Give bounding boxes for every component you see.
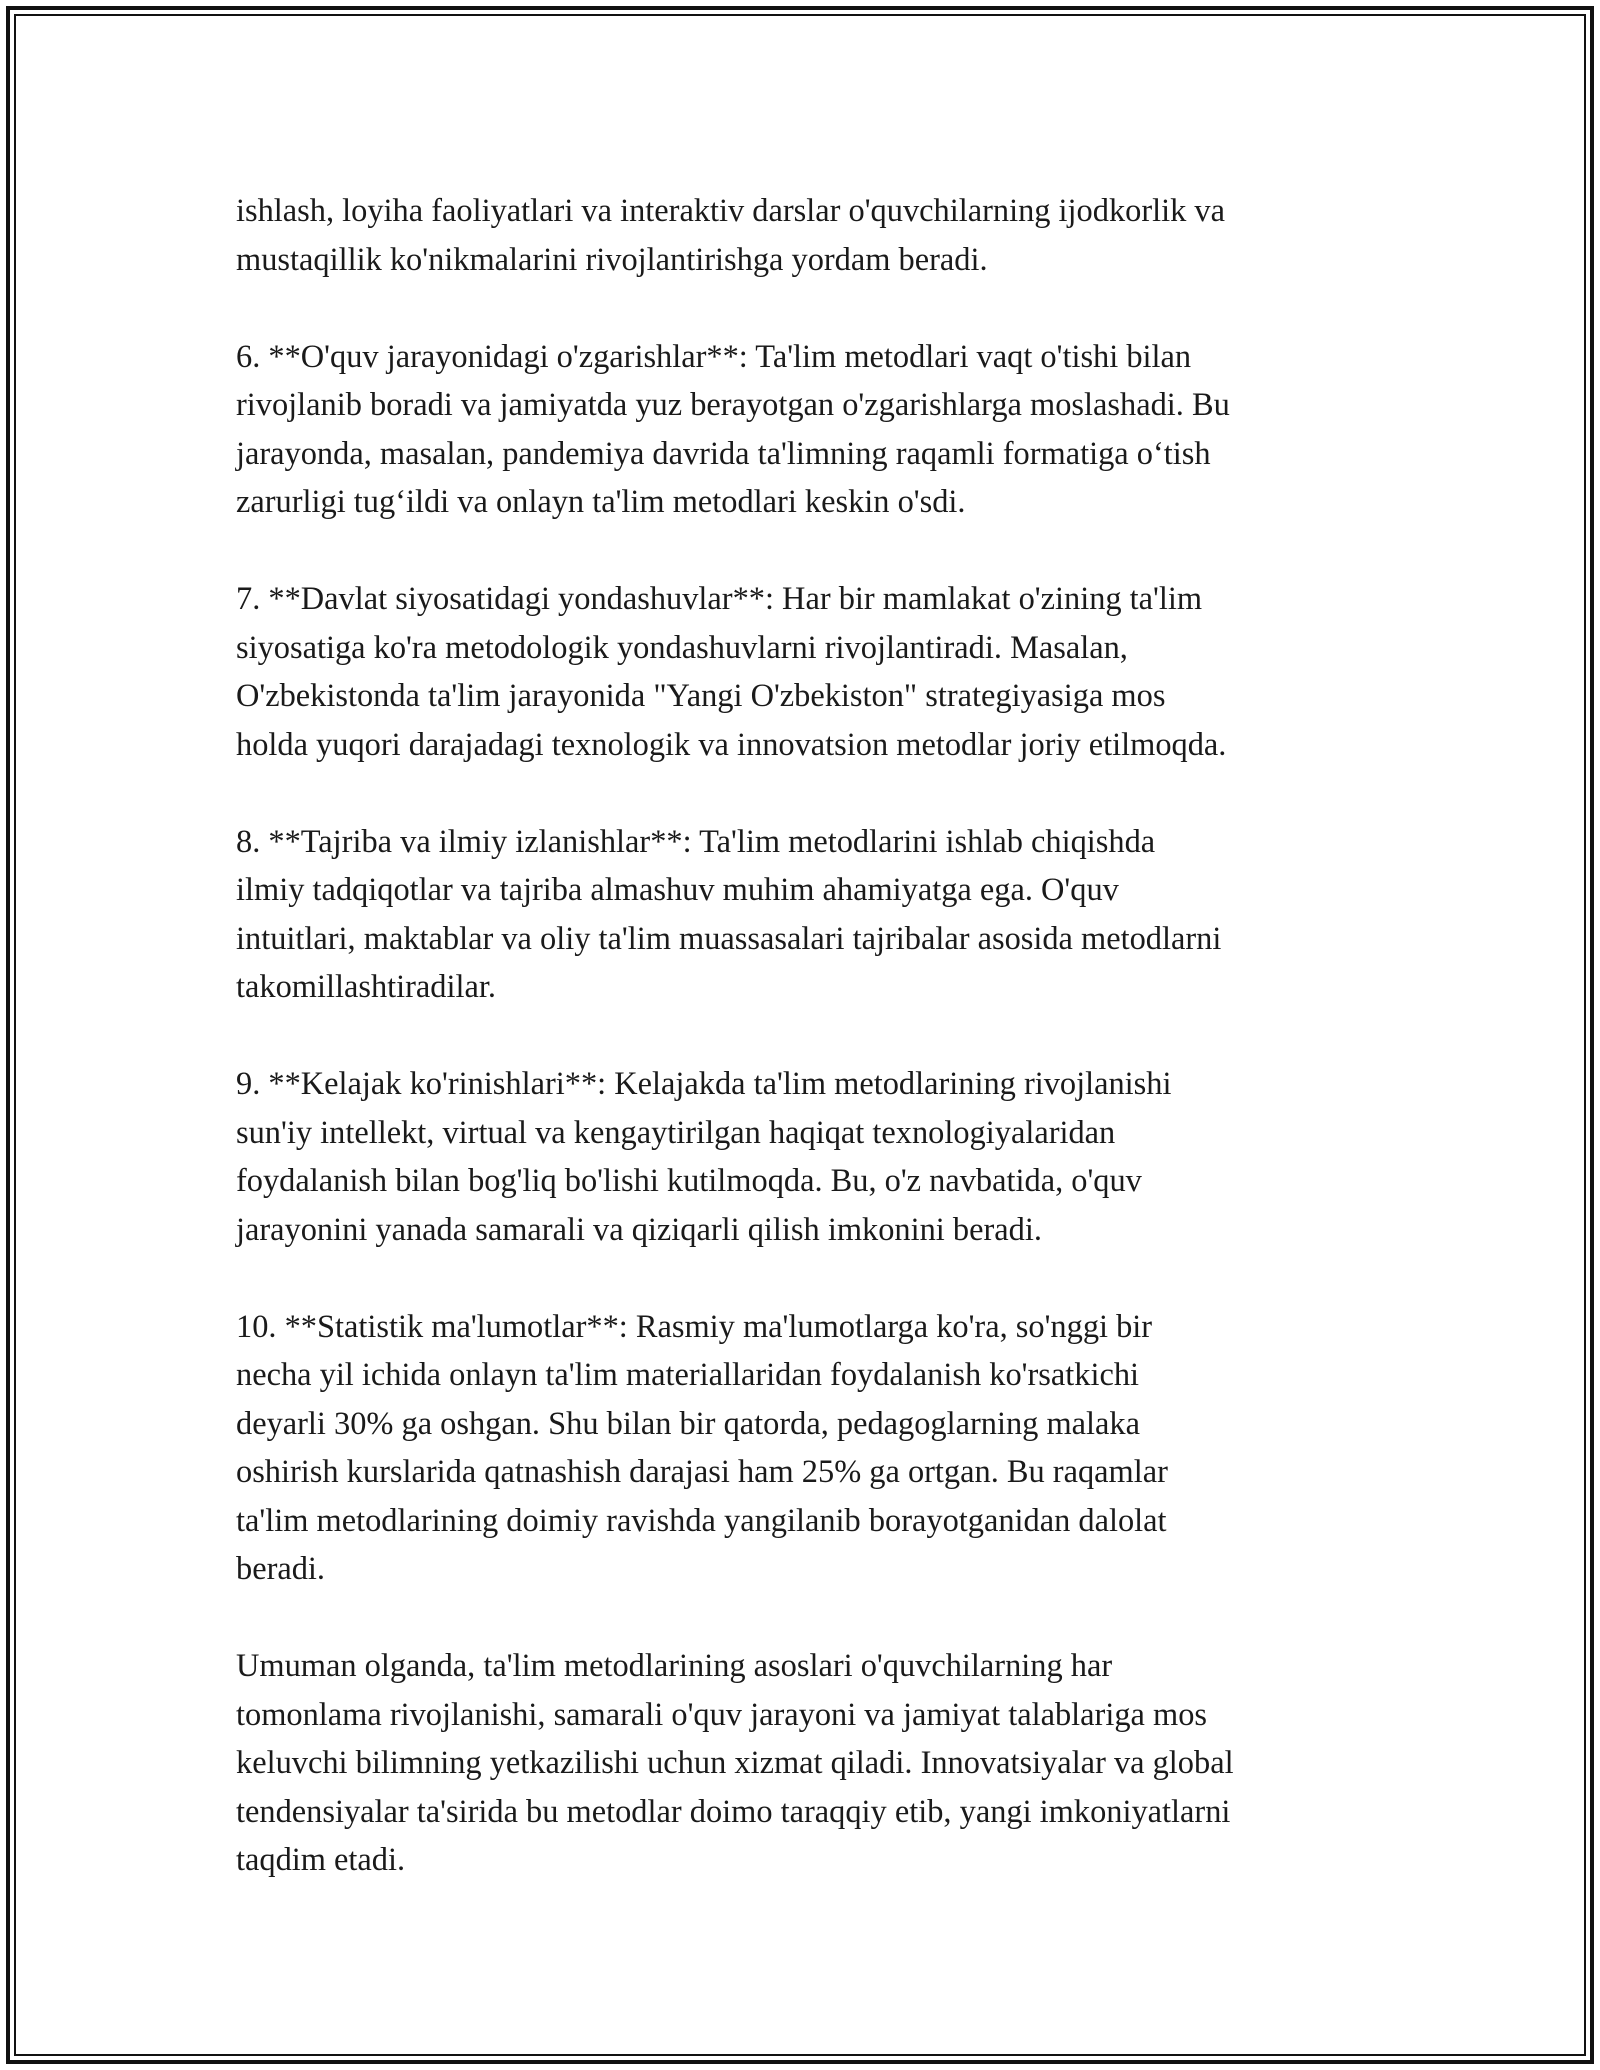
paragraph-continuation: ishlash, loyiha faoliyatlari va interaktiv darslar o'quvchilarning ijodkorlik va mustaqillik ko'nikmalarini rivojlantirishga yordam beradi. [236,193,1225,278]
paragraph-item-6: 6. **O'quv jarayonidagi o'zgarishlar**: Ta'lim metodlari vaqt o'tishi bilan rivojlanib boradi va jamiyatda yuz berayotgan o'zgarishlarga moslashadi. Bu jarayonda, masalan, pandemiya davrida ta'limning raqamli formatiga o‘tish zarurligi tug‘ildi va onlayn ta'lim metodlari keskin o'sdi. [236,338,1230,520]
paragraph-conclusion: Umuman olganda, ta'lim metodlarining asoslari o'quvchilarning har tomonlama rivojlanishi, samarali o'quv jarayoni va jamiyat talablariga mos keluvchi bilimning yetkazilishi uchun xizmat qiladi. Innovatsiyalar va global tendensiyalar ta'sirida bu metodlar doimo taraqqiy etib, yangi imkoniyatlarni taqdim etadi. [236,1648,1234,1878]
paragraph-item-9: 9. **Kelajak ko'rinishlari**: Kelajakda ta'lim metodlarining rivojlanishi sun'iy intellekt, virtual va kengaytirilgan haqiqat texnologiyalaridan foydalanish bilan bog'liq bo'lishi kutilmoqda. Bu, o'z navbatida, o'quv jarayonini yanada samarali va qiziqarli qilish imkonini beradi. [236,1066,1172,1248]
paragraph-item-8: 8. **Tajriba va ilmiy izlanishlar**: Ta'lim metodlarini ishlab chiqishda ilmiy tadqiqotlar va tajriba almashuv muhim ahamiyatga ega. O'quv intuitlari, maktablar va oliy ta'lim muassasalari tajribalar asosida metodlarni takomillashtiradilar. [236,823,1222,1005]
paragraph-item-10: 10. **Statistik ma'lumotlar**: Rasmiy ma'lumotlarga ko'ra, so'nggi bir necha yil ichida onlayn ta'lim materiallaridan foydalanish ko'rsatkichi deyarli 30% ga oshgan. Shu bilan bir qatorda, pedagoglarning malaka oshirish kurslarida qatnashish darajasi ham 25% ga ortgan. Bu raqamlar ta'lim metodlarining doimiy ravishda yangilanib borayotganidan dalolat beradi. [236,1308,1168,1587]
paragraph-item-7: 7. **Davlat siyosatidagi yondashuvlar**: Har bir mamlakat o'zining ta'lim siyosatiga ko'ra metodologik yondashuvlarni rivojlantiradi. Masalan, O'zbekistonda ta'lim jarayonida "Yangi O'zbekiston" strategiyasiga mos holda yuqori darajadagi texnologik va innovatsion metodlar joriy etilmoqda. [236,581,1227,763]
document-body [236,187,1366,1885]
